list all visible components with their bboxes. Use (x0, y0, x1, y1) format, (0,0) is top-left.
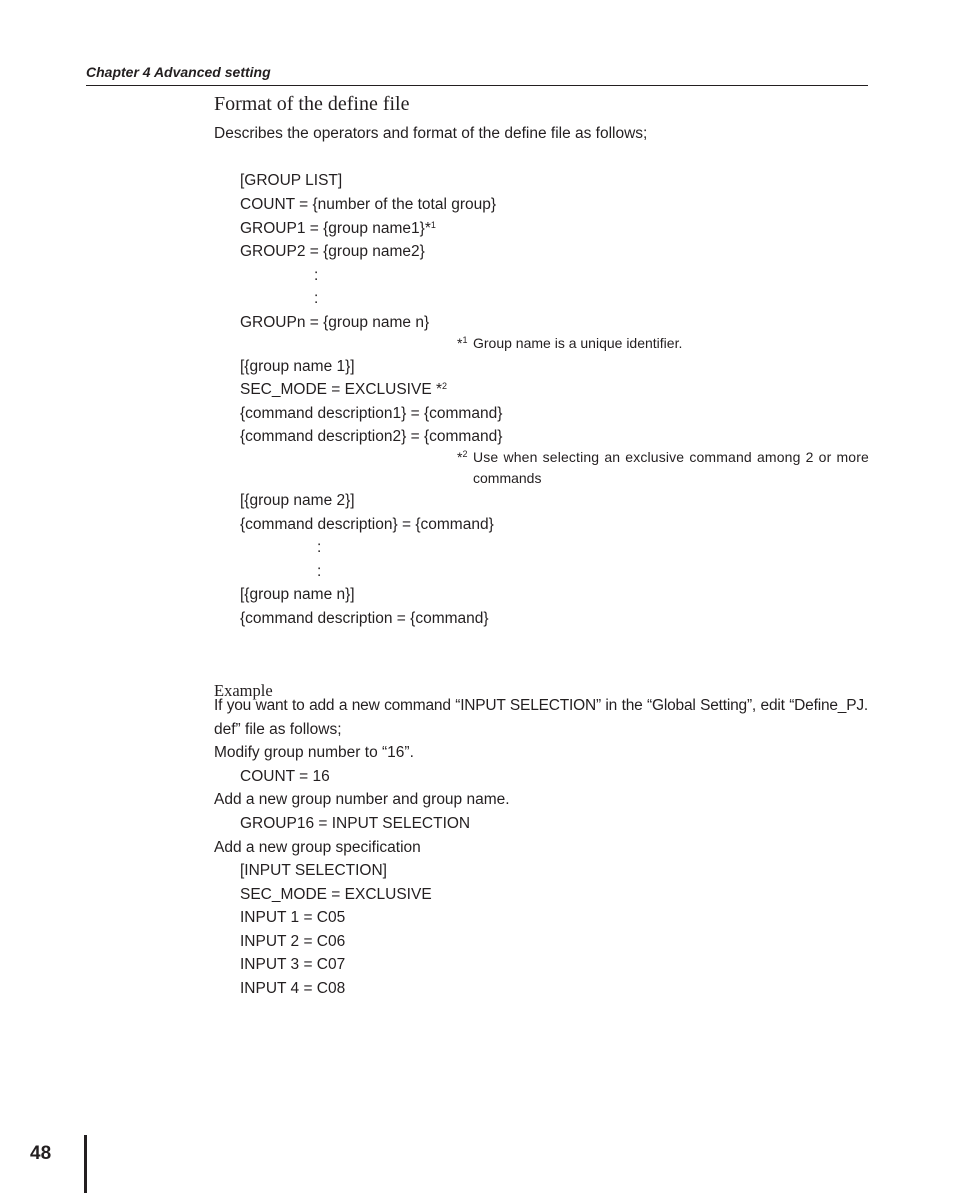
footnote-number: 1 (462, 335, 468, 345)
format-line: {command description} = {command} (240, 516, 494, 533)
ellipsis-colon: : (317, 539, 322, 556)
example-code: INPUT 2 = C06 (240, 933, 346, 950)
footnote-2-text: Use when selecting an exclusive command among 2 or more (473, 449, 869, 465)
example-paragraph: Add a new group number and group name. (214, 791, 510, 808)
format-line: [{group name n}] (240, 586, 355, 603)
footnote-1 (457, 335, 467, 351)
example-code: SEC_MODE = EXCLUSIVE (240, 886, 432, 903)
example-paragraph: def” file as follows; (214, 721, 342, 738)
format-line: {command description = {command} (240, 610, 489, 627)
example-heading: Example (214, 681, 273, 700)
example-paragraph: Modify group number to “16”. (214, 744, 414, 761)
footnote-2-text-cont: commands (473, 470, 542, 486)
format-line: [{group name 2}] (240, 492, 355, 509)
page-margin-bar (84, 1135, 87, 1193)
format-line: [{group name 1}] (240, 358, 355, 375)
ellipsis-colon: : (314, 290, 319, 307)
footnote-2 (457, 449, 467, 465)
footnote-ref: 2 (442, 381, 448, 391)
section-intro: Describes the operators and format of the define file as follows; (214, 125, 648, 142)
format-line: GROUP2 = {group name2} (240, 243, 425, 260)
example-paragraph: Add a new group specification (214, 839, 421, 856)
format-line (240, 220, 436, 238)
example-code: [INPUT SELECTION] (240, 862, 387, 879)
format-line: COUNT = {number of the total group} (240, 196, 497, 213)
footnote-ref: 1 (430, 220, 436, 230)
example-code: COUNT = 16 (240, 768, 330, 785)
format-line-text: SEC_MODE = EXCLUSIVE * (240, 381, 442, 398)
example-paragraph: If you want to add a new command “INPUT SELECTION” in the “Global Setting”, edit “Define_PJ. (214, 697, 868, 714)
example-code: INPUT 1 = C05 (240, 909, 346, 926)
ellipsis-colon: : (314, 267, 319, 284)
format-line (240, 381, 447, 399)
footnote-1-text: Group name is a unique identifier. (473, 335, 683, 351)
example-code: INPUT 3 = C07 (240, 956, 346, 973)
format-line: {command description1} = {command} (240, 405, 503, 422)
format-line-text: GROUP1 = {group name1}* (240, 220, 431, 237)
format-line: GROUPn = {group name n} (240, 314, 430, 331)
footnote-mark: * (457, 335, 463, 351)
section-title: Format of the define file (214, 93, 410, 115)
example-code: INPUT 4 = C08 (240, 980, 346, 997)
page-number: 48 (30, 1143, 52, 1164)
example-code: GROUP16 = INPUT SELECTION (240, 815, 471, 832)
header-rule (86, 85, 868, 86)
footnote-mark: * (457, 449, 463, 465)
format-line: {command description2} = {command} (240, 428, 503, 445)
footnote-number: 2 (462, 449, 468, 459)
ellipsis-colon: : (317, 563, 322, 580)
chapter-heading: Chapter 4 Advanced setting (86, 64, 271, 80)
format-line: [GROUP LIST] (240, 172, 343, 189)
